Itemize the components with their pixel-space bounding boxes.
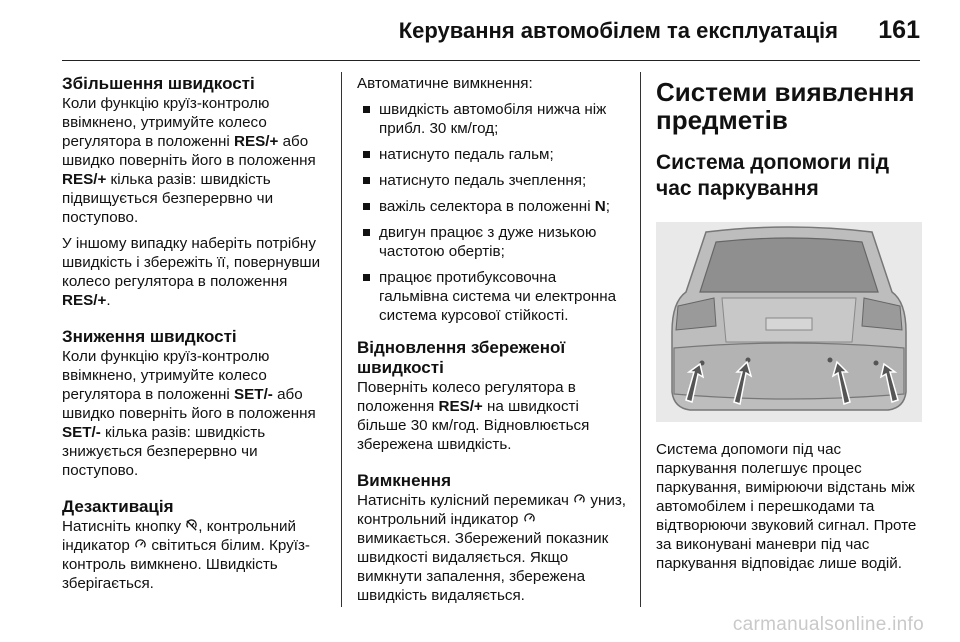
paragraph-speed-up-1	[62, 94, 334, 227]
text: .	[106, 292, 111, 309]
auto-off-list	[357, 100, 629, 325]
text: важіль селектора в положенні	[379, 198, 595, 215]
control-label: RES/+	[62, 292, 107, 309]
parking-sensor-illustration	[656, 222, 922, 422]
text: Натисніть кнопку	[62, 518, 186, 535]
section-title-slow-down: Зниження швидкості	[62, 327, 237, 346]
text: або швидко поверніть його в положення	[62, 386, 316, 422]
paragraph-speed-up-2	[62, 234, 334, 310]
text: , контрольний індикатор	[62, 518, 297, 554]
cruise-cancel-icon	[185, 519, 198, 532]
control-label: SET/-	[234, 386, 273, 403]
control-label: RES/+	[234, 133, 279, 150]
page-header	[0, 0, 960, 62]
car-rear-drawing	[656, 222, 922, 422]
text: на швидкості більше 30 км/год. Відновлюється збережена швидкість.	[357, 398, 590, 453]
header-title: Керування автомобілем та експлуатація	[398, 18, 838, 43]
paragraph-switch-off	[357, 491, 629, 605]
text: світиться білим. Круїз-контроль вимкнено. Швидкість зберігається.	[62, 537, 310, 592]
auto-off-intro: Автоматичне вимкнення:	[357, 75, 533, 92]
column-divider-2	[640, 72, 641, 607]
text: Коли функцію круїз-контролю ввімкнено, утримуйте колесо регулятора в положенні	[62, 95, 270, 150]
column-1	[62, 74, 334, 600]
text: У іншому випадку наберіть потрібну швидкість і збережіть її, повернувши колесо регулятора в положення	[62, 235, 321, 290]
column-3	[656, 74, 922, 580]
text: Поверніть колесо регулятора в положення	[357, 379, 576, 415]
text: Коли функцію круїз-контролю ввімкнено, утримуйте колесо регулятора в положенні	[62, 348, 270, 403]
list-item: швидкість автомобіля нижча ніж прибл. 30 км/год;	[357, 100, 629, 138]
control-label: SET/-	[62, 424, 101, 441]
text: ;	[605, 198, 610, 215]
text: вимикається. Збережений показник швидкості видаляється. Якщо вимкнути запалення, збережена швидкість видаляється.	[357, 530, 609, 604]
section-title-resume: Відновлення збереженої швидкості	[357, 338, 566, 377]
list-item	[357, 197, 629, 216]
section-title-speed-up: Збільшення швидкості	[62, 74, 255, 93]
cruise-indicator-icon	[134, 538, 147, 551]
column-2	[357, 74, 629, 612]
list-item: працює протибуксовочна гальмівна система чи електронна система курсової стійкості.	[357, 268, 629, 325]
paragraph-deactivation	[62, 517, 334, 593]
paragraph-resume	[357, 378, 629, 454]
cruise-indicator-icon	[523, 512, 536, 525]
list-item: натиснуто педаль зчеплення;	[357, 171, 629, 190]
section-title-deactivation: Дезактивація	[62, 497, 174, 516]
text: униз, контрольний індикатор	[357, 492, 627, 528]
column-divider-1	[341, 72, 342, 607]
text: кілька разів: швидкість знижується безперервно чи поступово.	[62, 424, 266, 479]
watermark: carmanualsonline.info	[732, 614, 924, 635]
control-label: RES/+	[62, 171, 107, 188]
text: Натисніть кулісний перемикач	[357, 492, 574, 509]
list-item: двигун працює з дуже низькою частотою обертів;	[357, 223, 629, 261]
paragraph-parking-assist: Система допомоги під час паркування полегшує процес паркування, вимірюючи відстань між автомобілем і перешкодами та відтворюючи звуковий сигнал. Проте за виконувані маневри під час паркування відповідає лише водій.	[656, 441, 917, 572]
gear-label: N	[594, 198, 606, 215]
control-label: RES/+	[438, 398, 483, 415]
header-rule	[62, 60, 920, 61]
text: кілька разів: швидкість підвищується безперервно чи поступово.	[62, 171, 274, 226]
page-number: 161	[878, 16, 920, 44]
section-title-switch-off: Вимкнення	[357, 471, 451, 490]
list-item: натиснуто педаль гальм;	[357, 145, 629, 164]
paragraph-slow-down	[62, 347, 334, 480]
chapter-title: Системи виявлення предметів	[656, 77, 915, 135]
cruise-control-icon	[573, 493, 586, 506]
section-title-parking-assist: Система допомоги під час паркування	[656, 151, 890, 200]
text: або швидко поверніть його в положення	[62, 133, 316, 169]
